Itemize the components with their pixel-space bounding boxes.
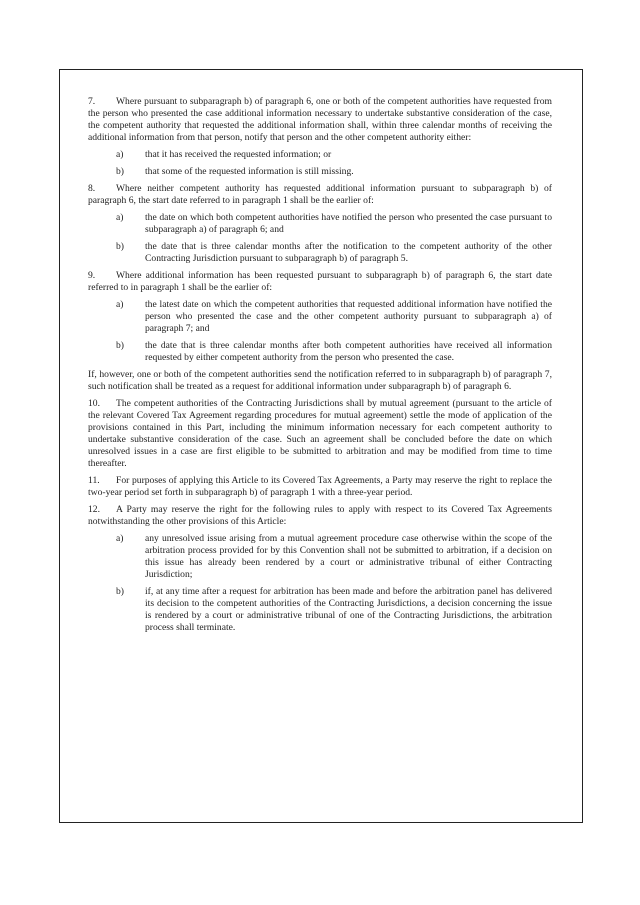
paragraph-number: 10.	[88, 398, 100, 409]
paragraph-number: 8.	[88, 183, 96, 194]
item-label: a)	[116, 149, 124, 160]
paragraph-9-continuation: If, however, one or both of the competent authorities send the notification referred to in subparagraph b) of paragraph 7, such notification shall be treated as a request for additional information under subparagraph b) of paragraph 6.	[88, 369, 552, 392]
item-label: b)	[116, 166, 124, 177]
item-text: if, at any time after a request for arbitration has been made and before the arbitration panel has delivered its decision to the competent authorities of the Contracting Jurisdictions, a decision concerning the issue is rendered by a court or administrative tribunal of one of the Contracting Jurisdictions, the arbitration process shall terminate.	[145, 586, 552, 633]
item-label: a)	[116, 212, 124, 223]
item-text: that some of the requested information is still missing.	[145, 166, 354, 177]
list-item	[88, 166, 552, 178]
paragraph-10	[88, 398, 552, 470]
paragraph-text: The competent authorities of the Contracting Jurisdictions shall by mutual agreement (pursuant to the article of the relevant Covered Tax Agreement regarding procedures for mutual agreement) settle the mode of application of the provisions contained in this Part, including the minimum information necessary for each competent authority to undertake substantive consideration of the case. Such an agreement shall be concluded before the date on which unresolved issues in a case are first eligible to be submitted to arbitration and may be modified from time to time thereafter.	[88, 398, 552, 469]
item-text: the date on which both competent authorities have notified the person who presented the case pursuant to subparagraph a) of paragraph 6; and	[145, 212, 552, 235]
list-item	[88, 586, 552, 634]
list-item	[88, 299, 552, 335]
paragraph-text: Where neither competent authority has requested additional information pursuant to subparagraph b) of paragraph 6, the start date referred to in paragraph 1 shall be the earlier of:	[88, 183, 552, 206]
paragraph-text: Where additional information has been requested pursuant to subparagraph b) of paragraph 6, the start date referred to in paragraph 1 shall be the earlier of:	[88, 270, 552, 293]
paragraph-text: A Party may reserve the right for the following rules to apply with respect to its Covered Tax Agreements notwithstanding the other provisions of this Article:	[88, 504, 552, 527]
paragraph-number: 7.	[88, 96, 96, 107]
paragraph-number: 9.	[88, 270, 96, 281]
paragraph-11	[88, 475, 552, 499]
item-text: that it has received the requested information; or	[145, 149, 332, 160]
paragraph-text: For purposes of applying this Article to its Covered Tax Agreements, a Party may reserve the right to replace the two-year period set forth in subparagraph b) of paragraph 1 with a three-year period.	[88, 475, 552, 498]
item-text: any unresolved issue arising from a mutual agreement procedure case otherwise within the scope of the arbitration process provided for by this Convention shall not be submitted to arbitration, if a decision on this issue has already been rendered by a court or administrative tribunal of either Contracting Jurisdiction;	[145, 533, 552, 580]
item-text: the date that is three calendar months after the notification to the competent authority of the other Contracting Jurisdiction pursuant to subparagraph b) of paragraph 5.	[145, 241, 552, 264]
paragraph-7	[88, 96, 552, 144]
paragraph-number: 12.	[88, 504, 100, 515]
document-body	[88, 96, 552, 639]
list-item	[88, 533, 552, 581]
item-label: b)	[116, 586, 124, 597]
item-label: a)	[116, 299, 124, 310]
item-label: b)	[116, 241, 124, 252]
list-item	[88, 241, 552, 265]
paragraph-text: Where pursuant to subparagraph b) of paragraph 6, one or both of the competent authorities have requested from the person who presented the case additional information necessary to undertake substantive consideration of the case, the competent authority that requested the additional information shall, within three calendar months of receiving the additional information from that person, notify that person and the other competent authority either:	[88, 96, 552, 143]
list-item	[88, 149, 552, 161]
item-label: b)	[116, 340, 124, 351]
item-text: the latest date on which the competent authorities that requested additional information have notified the person who presented the case and the other competent authority pursuant to subparagraph a) of paragraph 7; and	[145, 299, 552, 334]
item-text: the date that is three calendar months after both competent authorities have received all information requested by either competent authority from the person who presented the case.	[145, 340, 552, 363]
item-label: a)	[116, 533, 124, 544]
list-item	[88, 340, 552, 364]
paragraph-number: 11.	[88, 475, 100, 486]
paragraph-12	[88, 504, 552, 528]
paragraph-8	[88, 183, 552, 207]
list-item	[88, 212, 552, 236]
paragraph-9	[88, 270, 552, 294]
